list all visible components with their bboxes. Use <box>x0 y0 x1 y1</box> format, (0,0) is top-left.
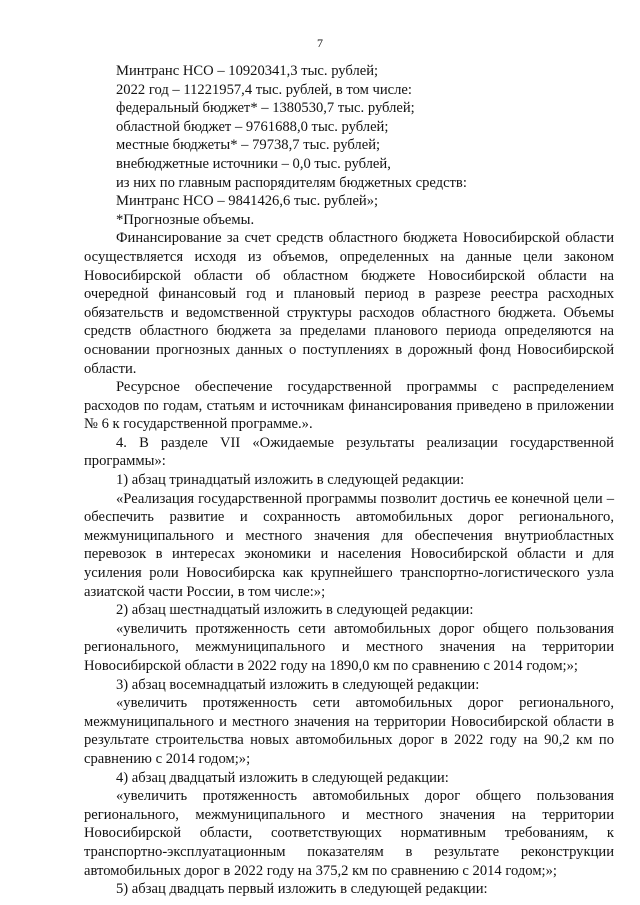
finance-line: местные бюджеты* – 79738,7 тыс. рублей; <box>116 137 381 154</box>
paragraph-section-vii: 4. В разделе VII «Ожидаемые результаты реализации государственной программы»: <box>84 434 614 470</box>
paragraph-quote-2: «увеличить протяженность сети автомобильных дорог общего пользования регионального, межмуниципального и местного значения на территории Новосибирской области в 2022 году на 1890,0 км по сравнению с 2014 годом;»; <box>84 620 614 674</box>
paragraph-item-5: 5) абзац двадцать первый изложить в следующей редакции: <box>116 881 488 898</box>
finance-line: 2022 год – 11221957,4 тыс. рублей, в том числе: <box>116 81 412 98</box>
paragraph-financing: Финансирование за счет средств областного бюджета Новосибирской области осуществляется исходя из объемов, определенных на данные цели законом Новосибирской области об областном бюджете Новосибирской области на очередной финансовый год и плановый период в разрезе реестра расходных обязательств и ведомственной структуры расходов областного бюджета. Объемы средств областного бюджета за пределами планового периода определяются на основании прогнозных данных о поступлениях в дорожный фонд Новосибирской области. <box>84 230 614 377</box>
finance-line: Минтранс НСО – 10920341,3 тыс. рублей; <box>116 63 379 79</box>
page-number: 7 <box>317 36 323 50</box>
paragraph-quote-4: «увеличить протяженность автомобильных дорог общего пользования регионального, межмуниципального и местного значения на территории Новосибирской области, соответствующих нормативным требованиям, к транспортно-эксплуатационным показателям в результате реконструкции автомобильных дорог в 2022 году на 375,2 км по сравнению с 2014 годом;»; <box>84 788 614 879</box>
paragraph-item-1: 1) абзац тринадцатый изложить в следующей редакции: <box>116 472 465 489</box>
document-body <box>84 62 614 899</box>
finance-line: областной бюджет – 9761688,0 тыс. рублей; <box>116 118 389 135</box>
finance-line: федеральный бюджет* – 1380530,7 тыс. рублей; <box>116 100 415 117</box>
paragraph-quote-1: «Реализация государственной программы позволит достичь ее конечной цели – обеспечить развитие и сохранность автомобильных дорог регионального, межмуниципального и местного значения для обеспечения внутриобластных перевозок в интересах экономики и населения Новосибирской области и для усиления роли Новосибирска как крупнейшего транспортно-логистического узла азиатской части России, в том числе:»; <box>84 490 614 600</box>
paragraph-item-3: 3) абзац восемнадцатый изложить в следующей редакции: <box>116 676 480 693</box>
paragraph-resources: Ресурсное обеспечение государственной программы с распределением расходов по годам, статьям и источникам финансирования приведено в приложении № 6 к государственной программе.». <box>84 379 614 433</box>
paragraph-item-4: 4) абзац двадцатый изложить в следующей редакции: <box>116 769 449 786</box>
finance-line: Минтранс НСО – 9841426,6 тыс. рублей»; <box>116 193 379 210</box>
paragraph-quote-3: «увеличить протяженность сети автомобильных дорог регионального, межмуниципального и местного значения на территории Новосибирской области в результате строительства новых автомобильных дорог в 2022 году на 90,2 км по сравнению с 2014 годом;»; <box>84 695 614 767</box>
finance-line: внебюджетные источники – 0,0 тыс. рублей, <box>116 155 391 172</box>
footnote-forecast: *Прогнозные объемы. <box>116 211 255 228</box>
paragraph-item-2: 2) абзац шестнадцатый изложить в следующей редакции: <box>116 602 474 619</box>
finance-line: из них по главным распорядителям бюджетных средств: <box>116 174 467 191</box>
